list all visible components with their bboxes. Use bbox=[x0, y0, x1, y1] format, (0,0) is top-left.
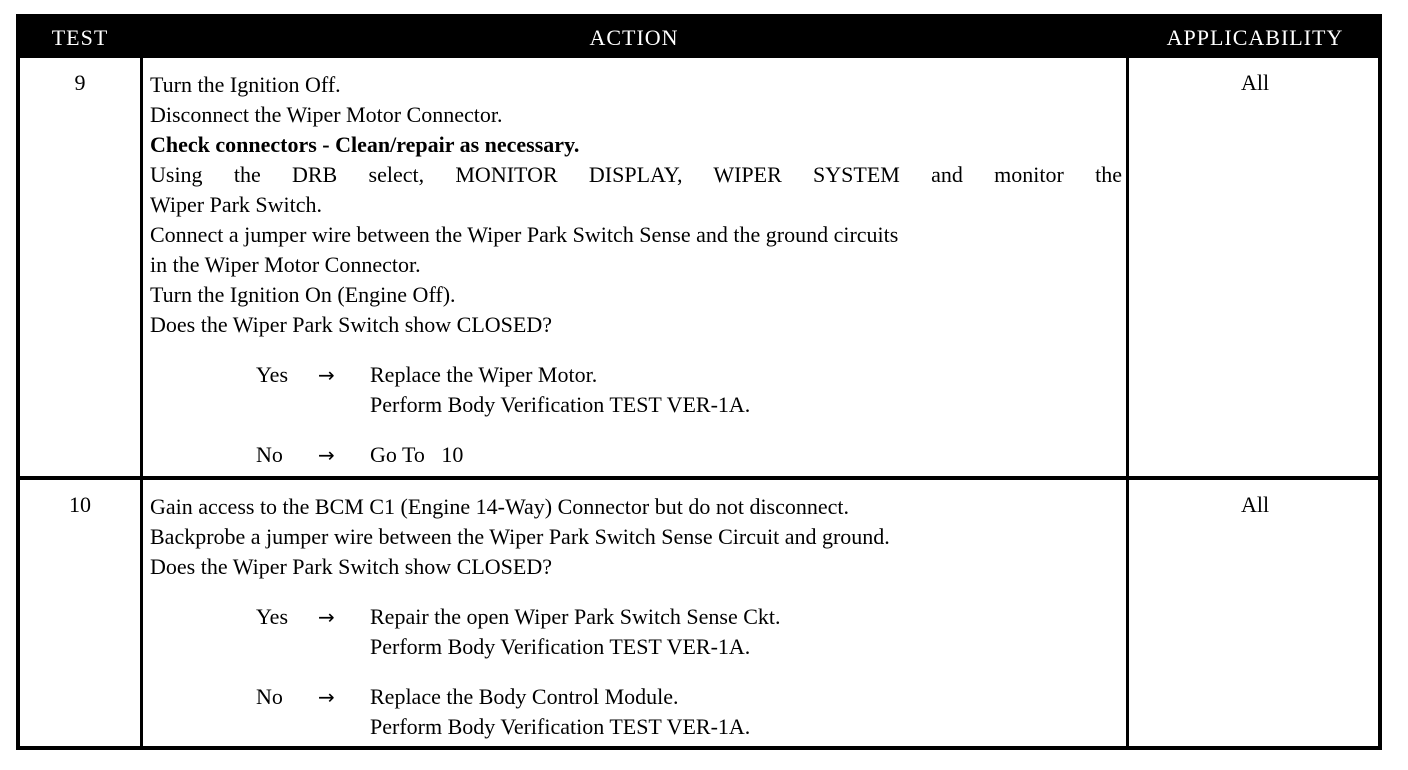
result-label: Yes bbox=[256, 362, 289, 387]
action-line: Check connectors - Clean/repair as necessary. bbox=[150, 132, 580, 157]
action-line: Turn the Ignition On (Engine Off). bbox=[150, 282, 456, 307]
header-action: ACTION bbox=[589, 25, 679, 50]
table-row bbox=[20, 58, 1378, 476]
action-line: Backprobe a jumper wire between the Wiper Park Switch Sense Circuit and ground. bbox=[150, 524, 890, 549]
result-text: Repair the open Wiper Park Switch Sense Ckt. bbox=[370, 604, 781, 629]
result-no bbox=[256, 440, 956, 470]
action-text bbox=[150, 492, 1122, 582]
arrow-icon: → bbox=[318, 685, 335, 709]
action-line: Wiper Park Switch. bbox=[150, 192, 323, 217]
action-line: Using the DRB select, MONITOR DISPLAY, WIPER SYSTEM and monitor the bbox=[150, 162, 1122, 187]
action-line: in the Wiper Motor Connector. bbox=[150, 252, 421, 277]
header-test: TEST bbox=[51, 25, 109, 50]
test-number: 10 bbox=[69, 492, 91, 517]
result-text: Perform Body Verification TEST VER-1A. bbox=[370, 392, 751, 417]
result-yes bbox=[256, 360, 956, 420]
arrow-icon: → bbox=[318, 605, 335, 629]
action-line: Turn the Ignition Off. bbox=[150, 72, 341, 97]
action-text bbox=[150, 70, 1122, 340]
action-line: Disconnect the Wiper Motor Connector. bbox=[150, 102, 503, 127]
result-text: Replace the Body Control Module. bbox=[370, 684, 679, 709]
result-text: Perform Body Verification TEST VER-1A. bbox=[370, 714, 751, 739]
arrow-icon: → bbox=[318, 443, 335, 467]
result-text: Go To 10 bbox=[370, 442, 464, 467]
result-yes bbox=[256, 602, 956, 662]
action-line: Does the Wiper Park Switch show CLOSED? bbox=[150, 554, 552, 579]
result-label: No bbox=[256, 442, 283, 467]
result-text: Perform Body Verification TEST VER-1A. bbox=[370, 634, 751, 659]
header-applicability: APPLICABILITY bbox=[1166, 25, 1344, 50]
test-number: 9 bbox=[74, 70, 86, 95]
result-text: Replace the Wiper Motor. bbox=[370, 362, 598, 387]
applicability-value: All bbox=[1240, 70, 1270, 95]
action-line: Connect a jumper wire between the Wiper Park Switch Sense and the ground circuits bbox=[150, 222, 899, 247]
applicability-value: All bbox=[1240, 492, 1270, 517]
result-label: No bbox=[256, 684, 283, 709]
table-row bbox=[20, 480, 1378, 750]
result-label: Yes bbox=[256, 604, 289, 629]
result-no bbox=[256, 682, 956, 742]
action-line: Gain access to the BCM C1 (Engine 14-Way) Connector but do not disconnect. bbox=[150, 494, 850, 519]
diagnostic-table bbox=[16, 14, 1382, 750]
table-header bbox=[20, 18, 1378, 58]
action-line: Does the Wiper Park Switch show CLOSED? bbox=[150, 312, 552, 337]
arrow-icon: → bbox=[318, 363, 335, 387]
